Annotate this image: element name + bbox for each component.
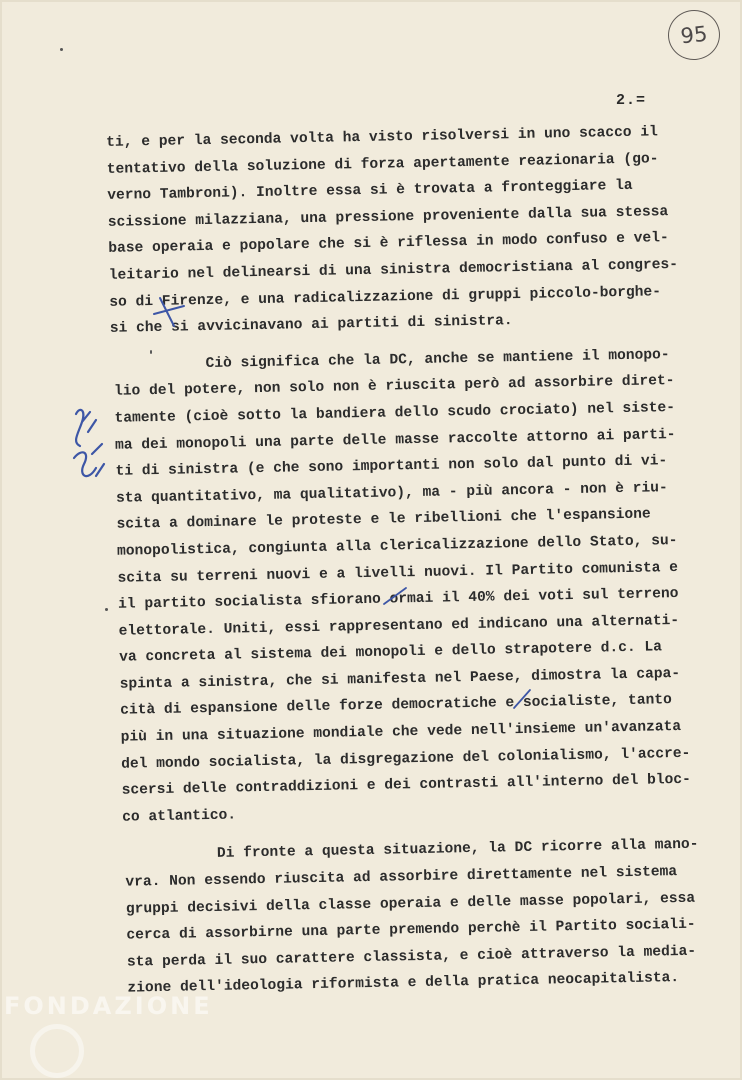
text-line: Ciò significa che la DC, anche se mantiene il monopo- — [205, 346, 670, 372]
paragraph-3 — [125, 832, 727, 1003]
text-line: scissione milazziana, una pressione proveniente dalla sua stessa — [107, 203, 669, 231]
text-line: scita a dominare le proteste e le ribellioni che l'espansione — [116, 506, 651, 534]
text-line: cerca di assorbirne una parte premendo perchè il Partito sociali- — [126, 916, 696, 944]
text-line: del mondo socialista, la disgregazione del colonialismo, l'accre- — [121, 745, 691, 773]
text-line: scersi delle contraddizioni e dei contrasti all'interno del bloc- — [121, 772, 691, 799]
text-line: base operaia e popolare che si è riflessa in modo confuso e vel- — [108, 230, 669, 258]
text-line: leitario nel delinearsi di una sinistra democristiana al congres- — [108, 256, 679, 284]
typed-text — [100, 118, 727, 1003]
text-line: tentativo della soluzione di forza apertamente reazionaria (go- — [106, 150, 659, 178]
text-line: il partito socialista sfiorano ormai il 40% dei voti sul terreno — [117, 586, 679, 613]
text-line: so di Firenze, e una radicalizzazione di gruppi piccolo-borghe- — [109, 283, 662, 311]
speck-mark — [60, 48, 63, 51]
pen-strike-mark — [150, 292, 190, 332]
watermark-text: FONDAZIONE — [4, 992, 213, 1020]
text-line: monopolistica, congiunta alla clericalizzazione dello Stato, su- — [116, 532, 678, 560]
pen-strike-mark — [508, 684, 538, 714]
text-line: scita su terreni nuovi e a livelli nuovi. Il Partito comunista e — [117, 559, 679, 587]
text-line: verno Tambroni). Inoltre essa si è trovata a fronteggiare la — [107, 177, 633, 205]
archive-number: 95 — [679, 21, 709, 49]
text-line: sta perda il suo carattere classista, e cioè attraverso la media- — [126, 943, 697, 971]
speck-mark — [105, 608, 108, 611]
watermark-logo — [30, 1024, 84, 1078]
pen-strike-mark — [376, 582, 416, 612]
text-line: più in una situazione mondiale che vede nell'insieme un'avanzata — [120, 719, 682, 746]
text-line: Di fronte a questa situazione, la DC ricorre alla mano- — [216, 837, 699, 863]
text-line: cità di espansione delle forze democratiche e socialiste, tanto — [120, 692, 672, 720]
text-line: elettorale. Uniti, essi rappresentano ed indicano una alternati- — [118, 612, 680, 640]
text-line: tamente (cioè sotto la bandiera dello scudo crociato) nel siste- — [114, 399, 676, 427]
text-line: vra. Non essendo riuscita ad assorbire direttamente nel sistema — [125, 864, 678, 891]
paragraph-2 — [113, 341, 723, 831]
handwritten-margin-mark — [68, 402, 118, 492]
text-line: spinta a sinistra, che si manifesta nel Paese, dimostra la capa- — [119, 665, 681, 693]
text-line: lio del potere, non solo non è riuscita però ad assorbire diret- — [113, 373, 675, 401]
text-line: ma dei monopoli una parte delle masse raccolte attorno ai parti- — [114, 426, 676, 454]
text-line: co atlantico. — [122, 807, 237, 826]
text-line: va concreta al sistema dei monopoli e dello strapotere d.c. La — [118, 639, 663, 667]
text-line: zione dell'ideologia riformista e della pratica neocapitalista. — [127, 970, 680, 998]
text-line: gruppi decisivi della classe operaia e delle masse popolari, essa — [125, 890, 696, 918]
text-line: ti, e per la seconda volta ha visto risolversi in uno scacco il — [106, 124, 659, 151]
text-line: ti di sinistra (e che sono importanti non solo dal punto di vi- — [115, 453, 668, 480]
text-line: sta quantitativo, ma qualitativo), ma - più ancora - non è riu- — [115, 479, 668, 507]
page-number: 2.= — [616, 92, 647, 109]
text-line: si che si avvicinavano ai partiti di sinistra. — [109, 313, 513, 338]
archive-number-stamp — [666, 7, 723, 62]
paragraph-1 — [106, 118, 714, 342]
